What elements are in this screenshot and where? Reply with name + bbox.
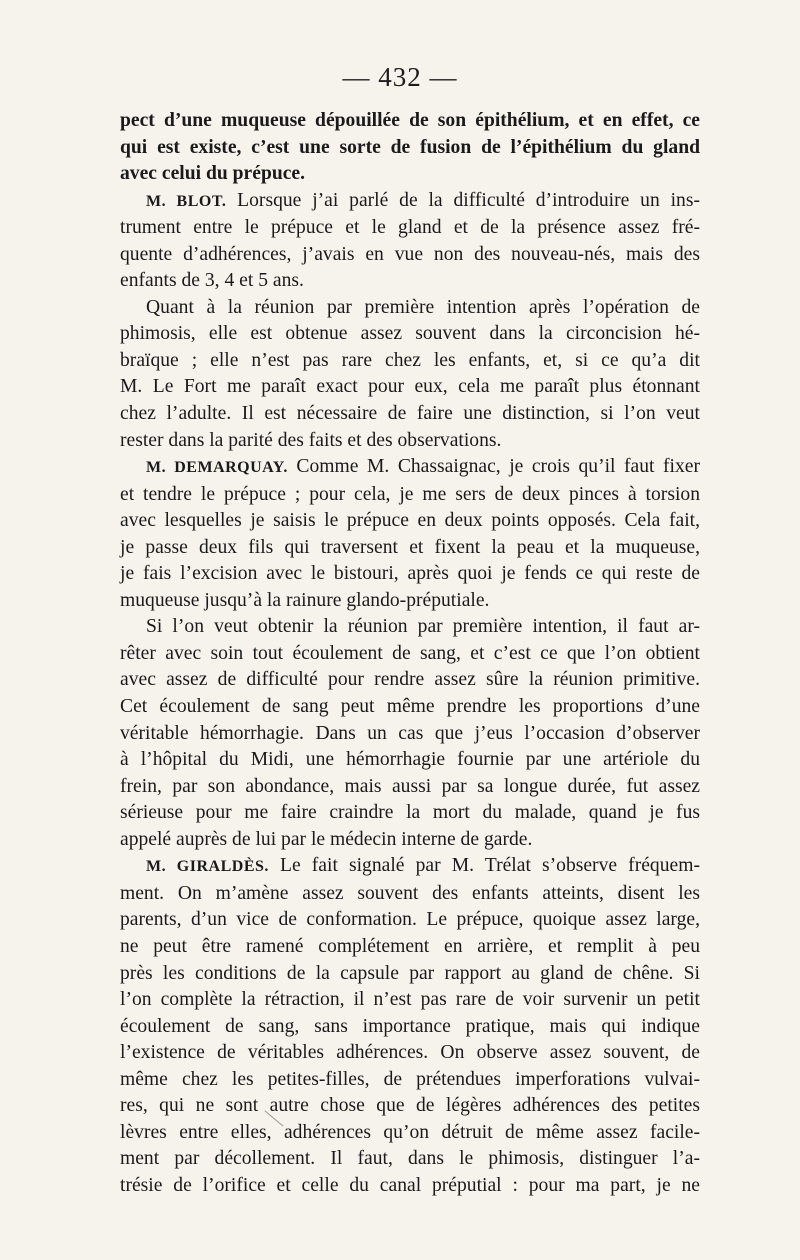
text-line: Quant à la réunion par première intention après l’opération de	[146, 296, 700, 318]
paragraph-hemorrhagie	[120, 614, 700, 853]
text-line: même chez les petites-filles, de prétendues imperforations vulvai-	[120, 1068, 700, 1090]
text-line: pect d’une muqueuse dépouillée de son épithélium, et en effet, ce	[120, 110, 700, 131]
text-line: ment par décollement. Il faut, dans le phimosis, distinguer l’a-	[120, 1148, 700, 1170]
text-line: à l’hôpital du Midi, une hémorrhagie fournie par une artériole du	[120, 749, 700, 771]
paragraph-continuation	[120, 108, 700, 188]
speaker-name: M. DEMARQUAY.	[146, 459, 288, 477]
text-line: près les conditions de la capsule par rapport au gland de chêne. Si	[120, 962, 700, 984]
text-fragment: Comme M. Chassaignac, je crois qu’il faut fixer	[287, 456, 701, 478]
text-line: sérieuse pour me faire craindre la mort du malade, quand je fus	[120, 802, 700, 824]
text-line: M. Le Fort me paraît exact pour eux, cela me paraît plus étonnant	[120, 376, 700, 398]
text-line: l’existence de véritables adhérences. On observe assez souvent, de	[120, 1042, 700, 1064]
text-line: écoulement de sang, sans importance pratique, mais qui indique	[120, 1015, 700, 1037]
text-line: enfants de 3, 4 et 5 ans.	[120, 270, 304, 292]
text-line: trésie de l’orifice et celle du canal préputial : pour ma part, je ne	[120, 1174, 700, 1196]
text-line: phimosis, elle est obtenue assez souvent dans la circoncision hé-	[120, 323, 700, 345]
text-line: Cet écoulement de sang peut même prendre les proportions d’une	[120, 696, 700, 718]
text-line: je passe deux fils qui traversent et fixent la peau et la muqueuse,	[120, 536, 700, 558]
text-line: res, qui ne sont autre chose que de légères adhérences des petites	[120, 1095, 700, 1117]
text-fragment: Le fait signalé par M. Trélat s’observe fréquem-	[268, 855, 700, 877]
paragraph-giraldes	[120, 853, 700, 1199]
paragraph-reunion	[120, 295, 700, 454]
speaker-name: M. BLOT.	[146, 192, 227, 210]
paragraph-demarquay	[120, 454, 700, 614]
text-line	[120, 853, 700, 881]
text-line: muqueuse jusqu’à la rainure glando-préputiale.	[120, 589, 490, 611]
text-line: ment. On m’amène assez souvent des enfants atteints, disent les	[120, 882, 700, 904]
text-line: parents, d’un vice de conformation. Le prépuce, quoique assez large,	[120, 909, 700, 931]
text-line: ne peut être ramené complétement en arrière, et remplit à peu	[120, 935, 700, 957]
text-line: avec celui du prépuce.	[120, 163, 306, 185]
text-line: frein, par son abondance, mais aussi par sa longue durée, fut assez	[120, 775, 700, 797]
text-line: avec assez de difficulté pour rendre assez sûre la réunion primitive.	[120, 669, 700, 691]
text-line: rêter avec soin tout écoulement de sang, et c’est ce que l’on obtient	[120, 642, 700, 664]
text-line: véritable hémorrhagie. Dans un cas que j’eus l’occasion d’observer	[120, 722, 700, 744]
text-line	[120, 454, 700, 482]
body-text	[120, 108, 700, 1199]
text-line: l’on complète la rétraction, il n’est pas rare de voir survenir un petit	[120, 989, 700, 1011]
text-line: qui est existe, c’est une sorte de fusion de l’épithélium du gland	[120, 136, 700, 158]
text-line: avec lesquelles je saisis le prépuce en deux points opposés. Cela fait,	[120, 510, 700, 532]
text-line: rester dans la parité des faits et des observations.	[120, 429, 502, 451]
text-line: trument entre le prépuce et le gland et de la présence assez fré-	[120, 217, 700, 239]
text-line: braïque ; elle n’est pas rare chez les enfants, et, si ce qu’a dit	[120, 349, 700, 371]
page-number: — 432 —	[342, 62, 458, 92]
text-fragment: Lorsque j’ai parlé de la difficulté d’introduire un ins-	[226, 189, 701, 211]
text-line	[120, 188, 700, 216]
text-line: et tendre le prépuce ; pour cela, je me sers de deux pinces à torsion	[120, 483, 700, 505]
text-line: appelé auprès de lui par le médecin interne de garde.	[120, 828, 533, 850]
text-line: je fais l’excision avec le bistouri, après quoi je fends ce qui reste de	[120, 563, 700, 585]
speaker-name: M. GIRALDÈS.	[146, 858, 269, 876]
text-line: lèvres entre elles, adhérences qu’on détruit de même assez facile-	[120, 1121, 700, 1143]
text-line: quente d’adhérences, j’avais en vue non des nouveau-nés, mais des	[120, 243, 700, 265]
text-line: Si l’on veut obtenir la réunion par première intention, il faut ar-	[146, 616, 700, 638]
text-line: chez l’adulte. Il est nécessaire de faire une distinction, si l’on veut	[120, 403, 700, 425]
paragraph-blot	[120, 188, 700, 295]
